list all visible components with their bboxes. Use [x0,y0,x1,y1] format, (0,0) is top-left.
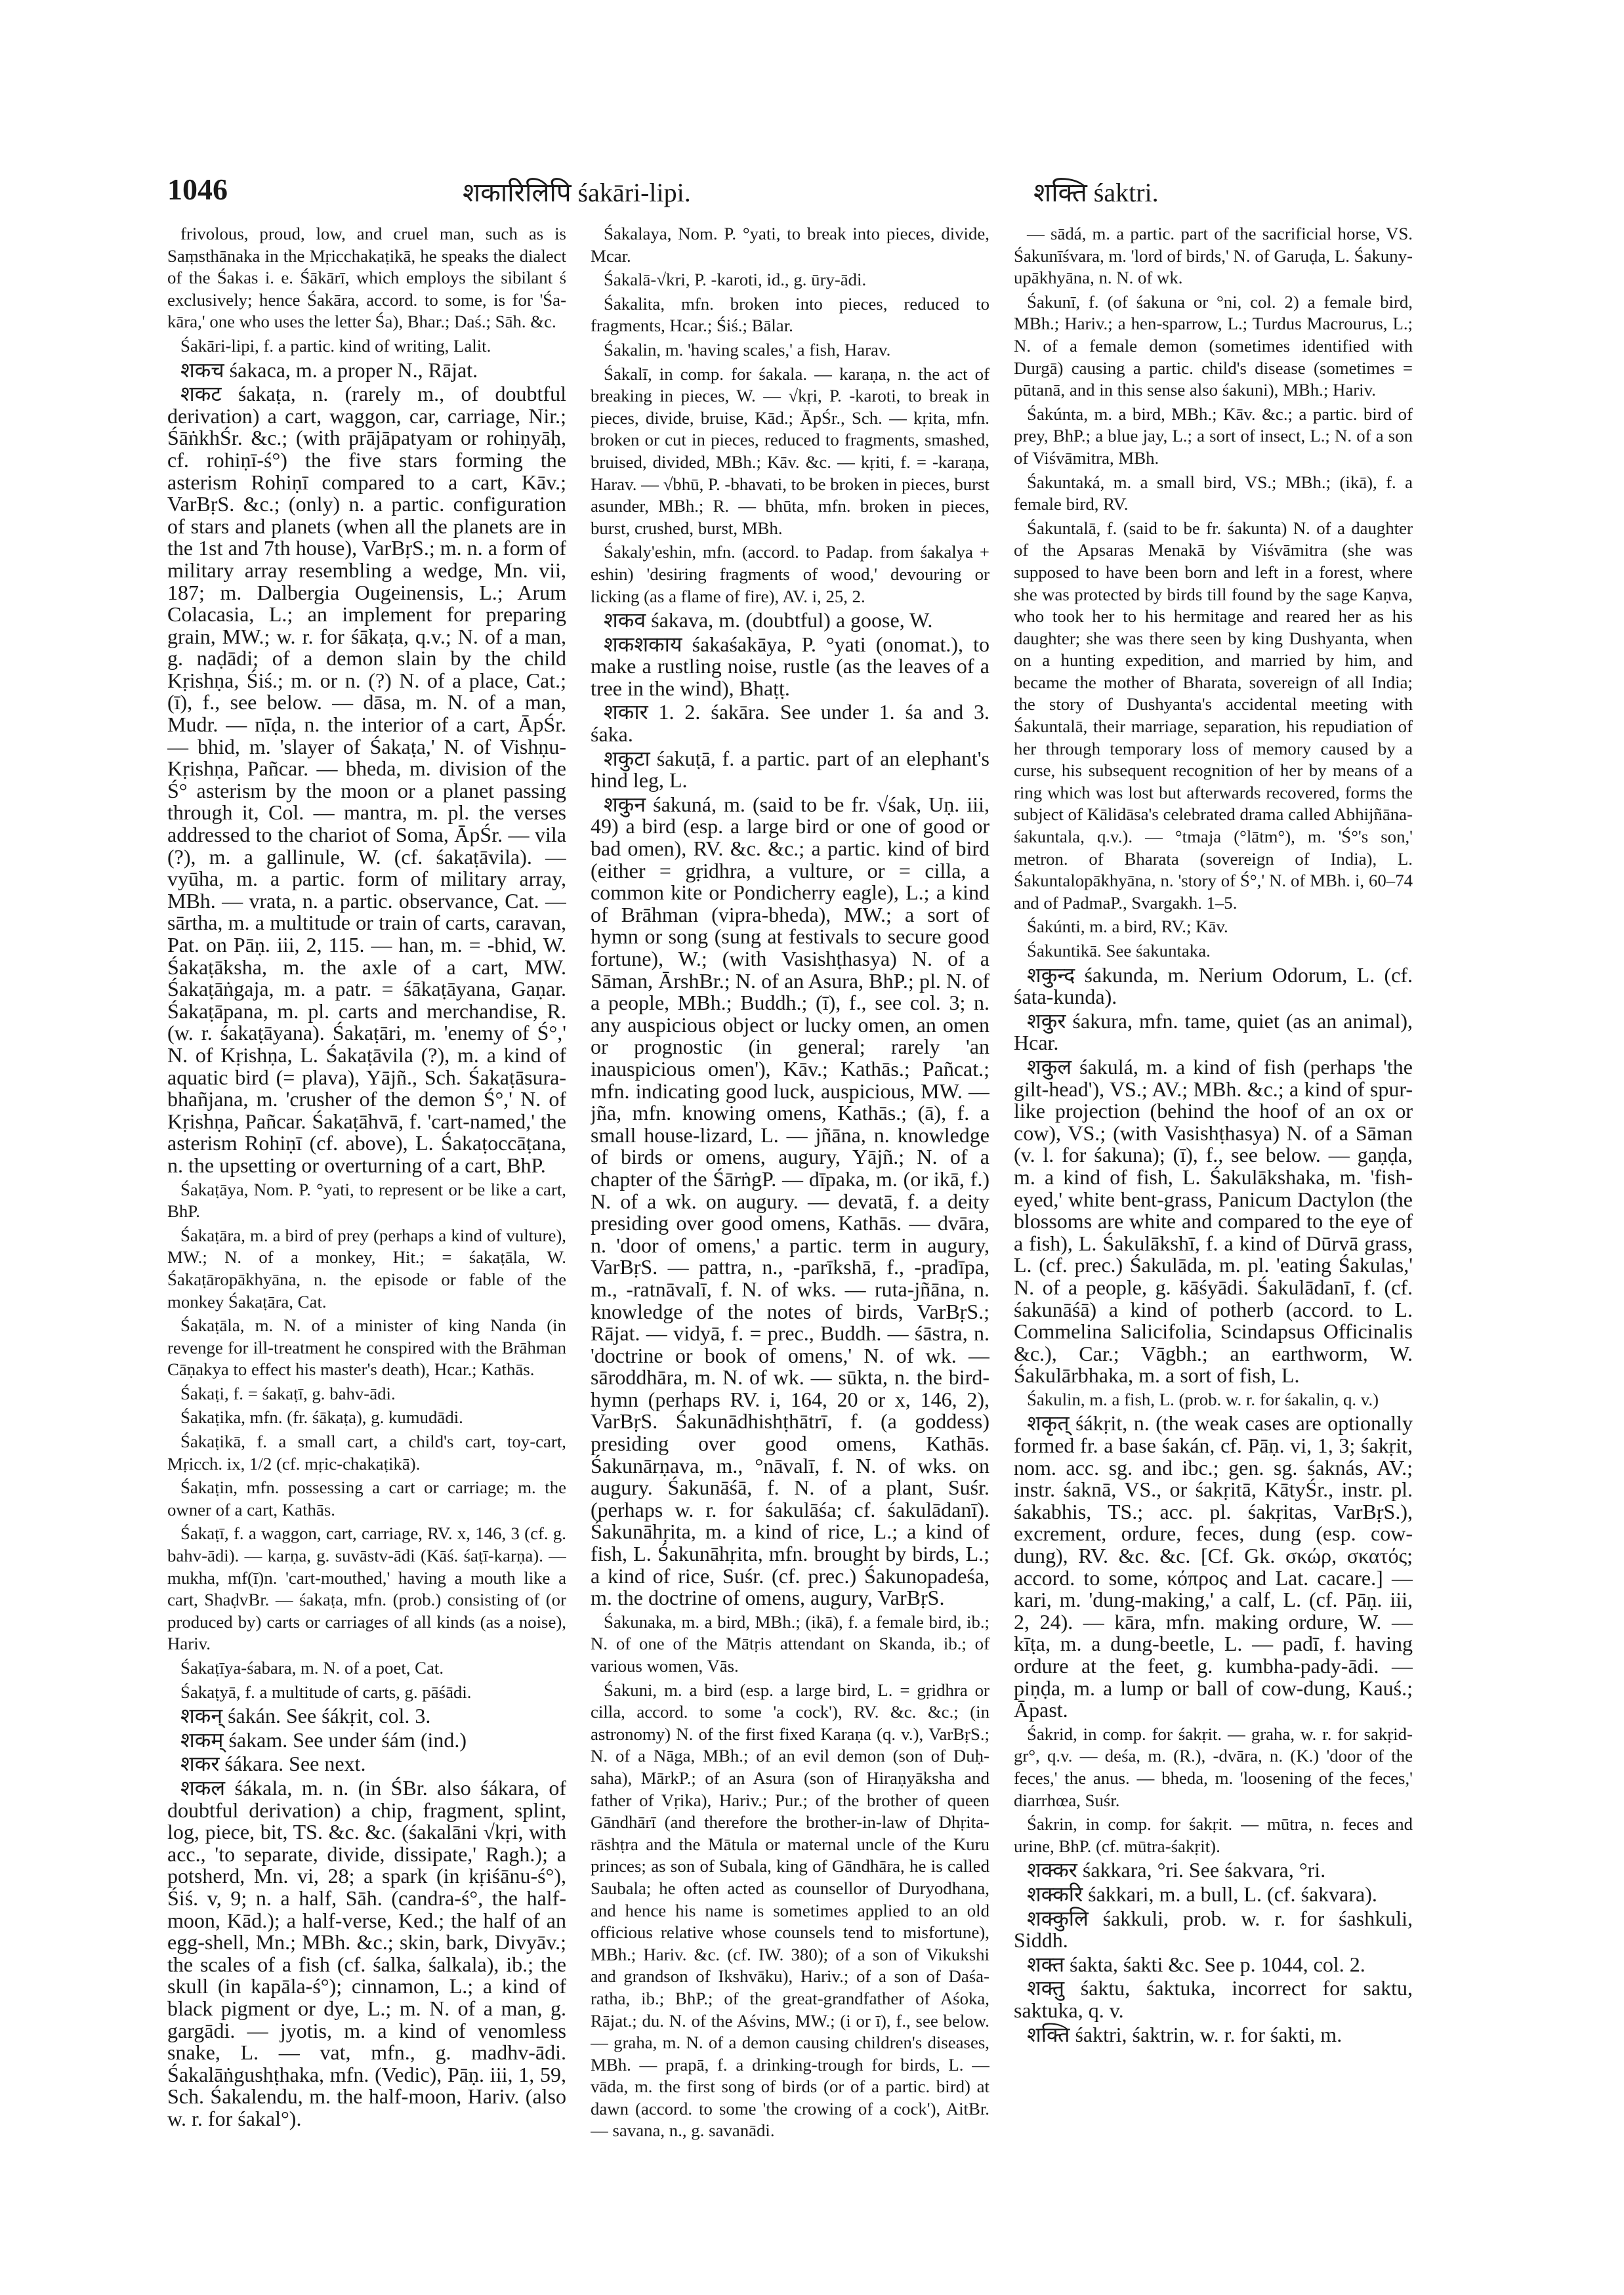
page-header [167,172,1427,214]
dictionary-entry: Śakaṭāra, m. a bird of prey (perhaps a kind of vulture), MW.; N. of a monkey, Hit.; = śakaṭāla, W. Śakaṭāropākhyāna, n. the episode or fable of the monkey Śakaṭāra, Cat. [167,1225,566,1312]
dictionary-entry: शकच śakaca, m. a proper N., Rājat. [180,358,478,382]
dictionary-entry: Śakalā-√kri, P. -karoti, id., g. ūry-ādi. [604,270,867,290]
dictionary-entry: Śakaṭī, f. a waggon, cart, carriage, RV. x, 146, 3 (cf. g. bahv-ādi). — karṇa, g. suvāstv-ādi (Kāś. śaṭī-karṇa). — mukha, mf(ī)n. 'cart-mouthed,' having a mouth like a cart, ShaḍvBr. — śakaṭa, mfn. (prob.) consisting of (or produced by) carts or carriages of all kinds (as a noise), Hariv. [167,1523,566,1654]
dictionary-entry: शकार 1. 2. śakāra. See under 1. śa and 3. śaka. [591,700,989,747]
dictionary-entry: Śakaly'eshin, mfn. (accord. to Padap. from śakalya + eshin) 'desiring fragments of wood,' devouring or licking (as a flame of fire), AV. i, 25, 2. [591,542,989,606]
dictionary-entry: Śakúnti, m. a bird, RV.; Kāv. [1027,917,1228,937]
dictionary-entry: Śakaṭāla, m. N. of a minister of king Nanda (in revenge for ill-treatment he conspired with the Brāhman Cāṇakya to effect his master's death), Hcar.; Kathās. [167,1315,566,1380]
dictionary-entry: शकुर śakura, mfn. tame, quiet (as an animal), Hcar. [1014,1008,1413,1055]
dictionary-entry: Śakalin, m. 'having scales,' a fish, Harav. [604,339,891,360]
dictionary-entry: Śakaṭi, f. = śakaṭī, g. bahv-ādi. [180,1383,396,1403]
dictionary-entry: शकर śákara. See next. [180,1752,366,1776]
dictionary-entry: शकट śakaṭa, n. (rarely m., of doubtful derivation) a cart, waggon, car, carriage, Nir.; ŚāṅkhŚr. &c.; (with prājāpatyam or rohiṇyāḥ, cf. rohiṇī-ś°) the five stars forming the asterism Rohiṇī compared to a cart, Kāv.; VarBṛS. &c.; (only) n. a partic. configuration of stars and planets (when all the planets are in the 1st and 7th house), VarBṛS.; m. n. a form of military array resembling a wedge, Mn. vii, 187; m. Dalbergia Ougeinensis, L.; Arum Colacasia, L.; an implement for preparing grain, MW.; w. r. for śākaṭa, q.v.; N. of a man, g. naḍādi; of a demon slain by the child Kṛishṇa, Śiś.; m. or n. (?) N. of a place, Cat.; (ī), f., see below. — dāsa, m. N. of a man, Mudr. — nīḍa, n. the interior of a cart, ĀpŚr. — bhid, m. 'slayer of Śakaṭa,' N. of Vishṇu-Kṛishṇa, Pañcar. — bheda, m. division of the Ś° asterism by the moon or a planet passing through it, Col. — mantra, m. pl. the verses addressed to the chariot of Soma, ĀpŚr. — vila (?), m. a gallinule, W. (cf. śakaṭāvila). — vyūha, m. a partic. form of military array, MBh. — vrata, n. a partic. observance, Cat. — sārtha, m. a multitude or train of carts, caravan, Pat. on Pāṇ. iii, 2, 115. — han, m. = -bhid, W. Śakaṭāksha, m. the axle of a cart, MW. Śakaṭāṅgaja, m. a patr. = śākaṭāyana, Gaṇar. Śakaṭāpana, m. pl. carts and merchandise, R. (w. r. śakaṭāyana). Śakaṭāri, m. 'enemy of Ś°,' N. of Kṛishṇa, L. Śakaṭāvila (?), m. a kind of aquatic bird (= plava), Yājñ., Sch. Śakaṭāsura-bhañjana, m. 'crusher of the demon Ś°,' N. of Kṛishṇa, Pañcar. Śakaṭāhvā, f. 'cart-named,' the asterism Rohiṇī (cf. above), L. Śakaṭoccāṭana, n. the upsetting or overturning of a cart, BhP. [167,382,566,1177]
dictionary-entry: Śakunaka, m. a bird, MBh.; (ikā), f. a female bird, ib.; N. of one of the Mātṛis attendant on Skanda, ib.; of various women, Vās. [591,1611,989,1676]
column-1 [167,223,566,2277]
dictionary-entry: शक्कुलि śakkuli, prob. w. r. for śashkuli, Siddh. [1014,1906,1413,1953]
dictionary-entry: Śakaṭāya, Nom. P. °yati, to represent or be like a cart, BhP. [167,1179,566,1222]
dictionary-entry: Śakalita, mfn. broken into pieces, reduced to fragments, Hcar.; Śiś.; Bālar. [591,293,989,336]
dictionary-entry: शकृत् śákṛit, n. (the weak cases are optionally formed fr. a base śakán, cf. Pāṇ. vi, 1, 3; śakṛit, nom. acc. sg. and ibc.; gen. sg. śaknás, AV.; instr. śaknā, VS., or śakṛitā, KātyŚr., instr. pl. śakabhis, TS.; acc. pl. śakṛitas, VarBṛS.), excrement, ordure, feces, dung (esp. cow-dung), RV. &c. &c. [Cf. Gk. σκώρ, σκατός; accord. to some, κόπρος and Lat. cacare.] — kari, m. 'dung-making,' a calf, L. (cf. Pāṇ. iii, 2, 24). — kāra, mfn. making ordure, W. — kīṭa, m. a dung-beetle, L. — padī, f. having ordure at the feet, g. kumbha-pady-ādi. — piṇḍa, m. a lump or ball of cow-dung, Kauś.; Āpast. [1014,1411,1413,1722]
dictionary-entry: Śakāri-lipi, f. a partic. kind of writing, Lalit. [180,335,491,356]
dictionary-entry: Śakaṭikā, f. a small cart, a child's cart, toy-cart, Mṛicch. ix, 1/2 (cf. mṛic-chakaṭikā). [167,1432,566,1474]
dictionary-entry: Śakrin, in comp. for śakṛit. — mūtra, n. feces and urine, BhP. (cf. mūtra-śakṛit). [1014,1814,1413,1856]
dictionary-entry: Śakuntalā, f. (said to be fr. śakunta) N. of a daughter of the Apsaras Menakā by Viśvāmitra (she was supposed to have been born and left in a forest, where she was protected by birds till found by the sage Kaṇva, who took her to his hermitage and reared her as his daughter; she was there seen by king Dushyanta, when on a hunting expedition, and married by him, and became the mother of Bharata, sovereign of all India; the story of Dushyanta's accidental meeting with Śakuntalā, their marriage, separation, his repudiation of her through temporary loss of memory caused by a curse, his subsequent recognition of her by means of a ring which was lost but afterwards recovered, forms the subject of Kālidāsa's celebrated drama called Abhijñāna-śakuntala, q.v.). — °tmaja (°lātm°), m. 'Ś°'s son,' metron. of Bharata (sovereign of India), L. Śakuntalopākhyāna, n. 'story of Ś°,' N. of MBh. i, 60–74 and of PadmaP., Svargakh. 1–5. [1014,518,1413,913]
dictionary-entry: Śakulin, m. a fish, L. (prob. w. r. for śakalin, q. v.) [1027,1389,1379,1409]
dictionary-entry: शक्कर śakkara, °ri. See śakvara, °ri. [1027,1858,1326,1882]
column-3 [1014,223,1413,2277]
dictionary-entry: Śakuntikā. See śakuntaka. [1027,941,1211,961]
dictionary-entry: Śakuni, m. a bird (esp. a large bird, L. = gṛidhra or cilla, accord. to some 'a cock'), RV. &c. &c.; (in astronomy) N. of the first fixed Karaṇa (q. v.), VarBṛS.; N. of a Nāga, MBh.; of an evil demon (son of Duḥ-saha), MārkP.; of an Asura (son of Hiraṇyāksha and father of Vṛika), Hariv.; Pur.; of the brother of queen Gāndhārī (and therefore the brother-in-law of Dhṛita-rāshṭra and the Mātula or maternal uncle of the Kuru princes; as son of Subala, king of Gāndhāra, he is called Saubala; he often acted as counsellor of Duryodhana, and hence his name is sometimes applied to an old officious relative whose counsels tend to misfortune), MBh.; Hariv. &c. (cf. IW. 380); of a son of Vikukshi and grandson of Ikshvāku), Hariv.; of a son of Daśa-ratha, ib.; BhP.; of the great-grandfather of Aśoka, Rājat.; du. N. of the Aśvins, MW.; (i or ī), f., see below. — graha, m. N. of a demon causing children's diseases, MBh. — prapā, f. a drinking-trough for birds, L. — vāda, m. the first song of birds (or of a partic. bird) at dawn (accord. to some 'the crowing of a cock'), AitBr. — savana, n., g. savanādi. [591,1680,989,2141]
dictionary-entry: शकन् śakán. See śákṛit, col. 3. [180,1704,431,1728]
dictionary-entry: शकम् śakam. See under śám (ind.) [180,1727,467,1752]
dictionary-entry: शकुन्द śakunda, m. Nerium Odorum, L. (cf. śata-kunda). [1014,962,1413,1009]
dictionary-entry: Śakaṭīya-śabara, m. N. of a poet, Cat. [180,1658,444,1678]
dictionary-entry: Śakaṭin, mfn. possessing a cart or carriage; m. the owner of a cart, Kathās. [167,1478,566,1520]
dictionary-entry: शकुल śakulá, m. a kind of fish (perhaps 'the gilt-head'), VS.; AV.; MBh. &c.; a kind of spur-like projection (behind the hoof of an ox or cow), VS.; (with Vasishṭhasya) N. of a Sāman (v. l. for śakuna); (ī), f., see below. — gaṇḍa, m. a kind of fish, L. Śakulākshaka, m. 'fish-eyed,' white bent-grass, Panicum Dactylon (the blossoms are white and compared to the eye of a fish), L. Śakulākshī, f. a kind of Dūrvā grass, L. (cf. prec.) Śakulāda, m. pl. 'eating Śakulas,' N. of a people, g. kāśyādi. Śakulādanī, f. (cf. śakunāśā) a kind of potherb (accord. to L. Commelina Salicifolia, Scindapsus Officinalis &c.), Car.; Vāgbh.; an earthworm, W. Śakulārbhaka, m. a sort of fish, L. [1014,1054,1413,1388]
dictionary-entry: शकुन śakuná, m. (said to be fr. √śak, Uṇ. iii, 49) a bird (esp. a large bird or one of good or bad omen), RV. &c. &c.; a partic. kind of bird (either = gṛidhra, a vulture, or = cilla, a common kite or Pondicherry eagle), L.; a kind of Brāhman (vipra-bheda), MW.; a sort of hymn or song (sung at festivals to secure good fortune), W.; (with Vasishṭhasya) N. of a Sāman, ĀrshBr.; N. of an Asura, BhP.; pl. N. of a people, MBh.; Buddh.; (ī), f., see col. 3; n. any auspicious object or lucky omen, an omen or prognostic (in general; rarely 'an inauspicious omen'), Kāv.; Kathās.; Pañcat.; mfn. indicating good luck, auspicious, MW. — jña, mfn. knowing omens, Kathās.; (ā), f. a small house-lizard, L. — jñāna, n. knowledge of birds or omens, augury, Yājñ.; N. of a chapter of the ŚārṅgP. — dīpaka, m. (or ikā, f.) N. of a wk. on augury. — devatā, f. a deity presiding over good omens, Kathās. — dvāra, n. 'door of omens,' a partic. term in augury, VarBṛS. — pattra, n., -parīkshā, f., -pradīpa, m., -ratnāvalī, f. N. of wks. — ruta-jñāna, n. knowledge of the notes of birds, VarBṛS.; Rājat. — vidyā, f. = prec., Buddh. — śāstra, n. 'doctrine or book of omens,' N. of wk. — sāroddhāra, m. N. of wk. — sūkta, n. the bird-hymn (perhaps RV. i, 164, 20 or x, 146, 2), VarBṛS. Śakunādhishṭhātrī, f. (a goddess) presiding over good omens, Kathās. Śakunārṇava, m., °nāvalī, f. N. of wks. on augury. Śakunāśā, f. N. of a plant, Suśr. (perhaps w. r. for śakulāśa; cf. śakulādanī). Śakunāhṛita, m. a kind of rice, L.; a kind of fish, L. Śakunāhṛita, mfn. brought by birds, L.; a kind of rice, Suśr. (cf. prec.) Śakunopadeśa, m. the doctrine of omens, augury, VarBṛS. [591,792,989,1610]
dictionary-entry: शकल śákala, m. n. (in ŚBr. also śákara, of doubtful derivation) a chip, fragment, splint, log, piece, bit, TS. &c. &c. (śakalāni √kṛi, with acc., 'to separate, divide, dissipate,' Ragh.); a potsherd, Mn. vi, 28; a spark (in kṛiśānu-ś°), Śiś. v, 9; n. a half, Sāh. (candra-ś°, the half-moon, Kād.); a half-verse, Ked.; the half of an egg-shell, Mn.; MBh. &c.; skin, bark, Divyāv.; the scales of a fish (cf. śalka, śalkala), ib.; the skull (in kapāla-ś°); cinnamon, L.; a kind of black pigment or dye, L.; m. N. of a man, g. gargādi. — jyotis, m. a kind of venomless snake, L. — vat, mfn., g. madhv-ādi. Śakalāṅgushṭhaka, mfn. (Vedic), Pāṇ. iii, 1, 59, Sch. Śakalendu, m. the half-moon, Hariv. (also w. r. for śakal°). [167,1775,566,2130]
dictionary-entry: शक्त śakta, śakti &c. See p. 1044, col. 2. [1027,1952,1365,1976]
dictionary-entry: शकुटा śakuṭā, f. a partic. part of an elephant's hind leg, L. [591,746,989,793]
dictionary-entry: शक्करि śakkari, m. a bull, L. (cf. śakvara). [1027,1882,1377,1906]
dictionary-entry: Śakrid, in comp. for śakṛit. — graha, w. r. for sakṛid-gr°, q.v. — deśa, m. (R.), -dvāra, n. (K.) 'door of the feces,' the anus. — bheda, m. 'loosening of the feces,' diarrhœa, Suśr. [1014,1724,1413,1810]
dictionary-entry: Śakalī, in comp. for śakala. — karaṇa, n. the act of breaking in pieces, W. — √kṛi, P. -karoti, to break in pieces, divide, bruise, Kād.; ĀpŚr., Sch. — kṛita, mfn. broken or cut in pieces, reduced to fragments, smashed, bruised, divided, MBh.; Kāv. &c. — kṛiti, f. = -karaṇa, Harav. — √bhū, P. -bhavati, to be broken in pieces, burst asunder, MBh.; R. — bhūta, mfn. broken in pieces, burst, crushed, burst, MBh. [591,363,989,538]
dictionary-entry: — sādá, m. a partic. part of the sacrificial horse, VS. Śakunīśvara, m. 'lord of birds,' N. of Garuḍa, L. Śakuny-upākhyāna, n. N. of wk. [1014,224,1413,288]
dictionary-entry: शक्तु śaktu, śaktuka, incorrect for saktu, saktuka, q. v. [1014,1976,1413,2022]
dictionary-entry: शकशकाय śakaśakāya, P. °yati (onomat.), to make a rustling noise, rustle (as the leaves of a tree in the wind), Bhaṭṭ. [591,632,989,700]
dictionary-entry: Śakúnta, m. a bird, MBh.; Kāv. &c.; a partic. bird of prey, BhP.; a blue jay, L.; a sort of insect, L.; N. of a son of Viśvāmitra, MBh. [1014,403,1413,468]
dictionary-entry: शकव śakava, m. (doubtful) a goose, W. [604,608,933,632]
dictionary-entry: frivolous, proud, low, and cruel man, such as is Saṃsthānaka in the Mṛicchakaṭikā, he speaks the dialect of the Śakas i. e. Śākārī, which employs the sibilant ś exclusively; hence Śakāra, accord. to some, is for 'Śa-kāra,' one who uses the letter Śa), Bhar.; Daś.; Sāh. &c. [167,224,566,332]
dictionary-entry: Śakalaya, Nom. P. °yati, to break into pieces, divide, Mcar. [591,224,989,266]
dictionary-entry: Śakuntaká, m. a small bird, VS.; MBh.; (ikā), f. a female bird, RV. [1014,472,1413,514]
right-running-head: शक्ति śaktri. [1033,178,1159,207]
dictionary-entry: Śakunī, f. (of śakuna or °ni, col. 2) a female bird, MBh.; Hariv.; a hen-sparrow, L.; Turdus Macrourus, L.; N. of a female demon (sometimes identified with Durgā) causing a partic. child's disease (sometimes = pūtanā, and in this sense also śakuni), MBh.; Hariv. [1014,291,1413,400]
dictionary-entry: Śakaṭyā, f. a multitude of carts, g. pāśādi. [180,1682,472,1702]
dictionary-entry: शक्ति śaktri, śaktrin, w. r. for śakti, m. [1027,2022,1343,2046]
dictionary-entry: Śakaṭika, mfn. (fr. śākaṭa), g. kumudādi. [180,1407,463,1428]
left-running-head: शकारिलिपि śakāri-lipi. [463,178,691,207]
column-2 [591,223,989,2277]
page-number: 1046 [167,173,228,206]
